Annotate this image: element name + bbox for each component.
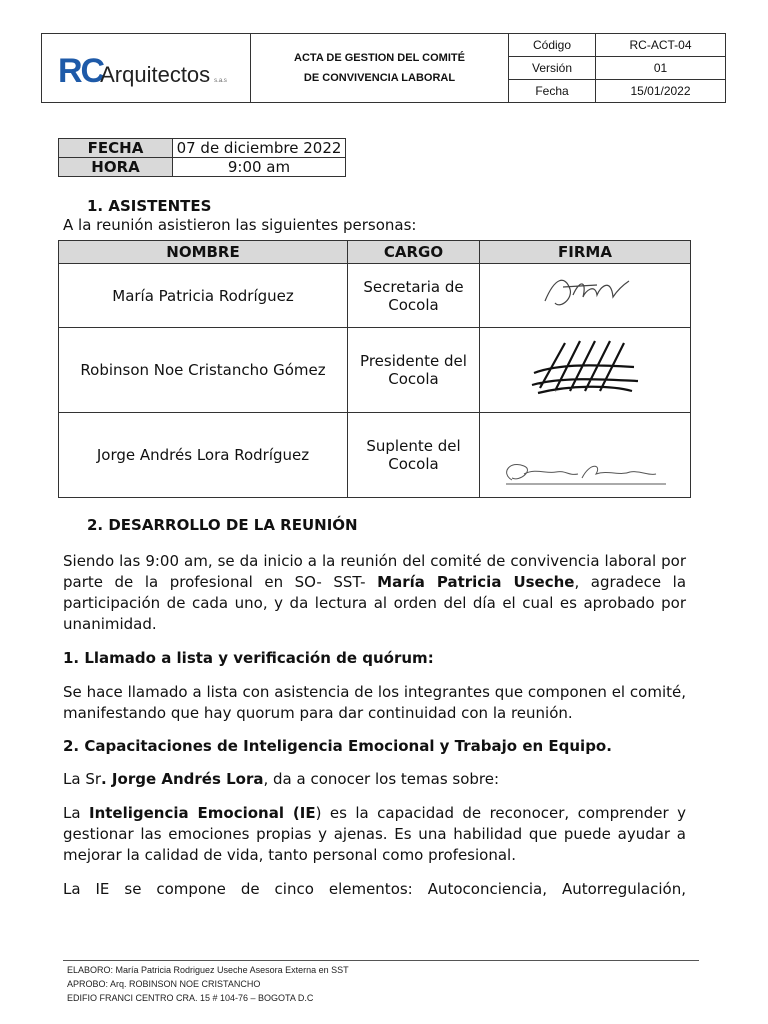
fecha-label: FECHA — [59, 139, 173, 158]
logo-wordmark: Arquitectos — [100, 62, 211, 87]
footer-aprobo: APROBO: Arq. ROBINSON NOE CRISTANCHO — [67, 979, 261, 989]
paragraph-ie-elements: La IE se compone de cinco elementos: Autoconciencia, Autorregulación, — [63, 880, 686, 898]
signature-image — [520, 333, 650, 403]
table-row — [59, 264, 691, 328]
section-asistentes-heading: 1. ASISTENTES — [87, 197, 212, 215]
paragraph-ie-definition: La Inteligencia Emocional (IE) es la capacidad de reconocer, comprender y gestionar las emociones propias y ajenas. Es una habilidad que puede ayudar a mejorar la calidad de vida, tanto personal como profesional. — [63, 804, 686, 864]
logo-cell — [42, 34, 251, 103]
logo-suffix: s.a.s — [214, 78, 227, 84]
attendee-name: Jorge Andrés Lora Rodríguez — [59, 413, 348, 498]
fecha-value: 07 de diciembre 2022 — [173, 139, 346, 158]
document-title — [251, 34, 509, 103]
hora-label: HORA — [59, 158, 173, 177]
signature-image — [525, 269, 645, 319]
meta-value-version: 01 — [596, 57, 726, 80]
title-line-1: ACTA DE GESTION DEL COMITÉ — [294, 52, 465, 64]
attendee-role: Presidente del Cocola — [348, 328, 480, 413]
document-header — [41, 33, 726, 103]
paragraph-opening: Siendo las 9:00 am, se da inicio a la reunión del comité de convivencia laboral por parte de la profesional en SO- SST- María Patricia Useche, agradece la participación de cada uno, y da lectura al orden del día el cual es aprobado por unanimidad. — [63, 552, 687, 633]
footer-address: EDIFIO FRANCI CENTRO CRA. 15 # 104-76 – BOGOTA D.C — [67, 993, 314, 1003]
item-1-heading: 1. Llamado a lista y verificación de quórum: — [63, 649, 434, 667]
footer-divider — [63, 960, 699, 961]
meta-value-fecha: 15/01/2022 — [596, 80, 726, 103]
asistentes-intro: A la reunión asistieron las siguientes personas: — [63, 216, 417, 234]
item-2-heading: 2. Capacitaciones de Inteligencia Emocional y Trabajo en Equipo. — [63, 737, 612, 755]
attendee-name: Robinson Noe Cristancho Gómez — [59, 328, 348, 413]
footer-elaboro: ELABORO: María Patricia Rodriguez Useche Asesora Externa en SST — [67, 965, 349, 975]
col-firma: FIRMA — [480, 241, 691, 264]
meta-value-codigo: RC-ACT-04 — [596, 34, 726, 57]
table-row — [59, 328, 691, 413]
meeting-datetime-table — [58, 138, 346, 177]
company-logo — [42, 48, 250, 88]
attendee-name: María Patricia Rodríguez — [59, 264, 348, 328]
meta-label-codigo: Código — [509, 34, 596, 57]
table-row — [59, 413, 691, 498]
hora-value: 9:00 am — [173, 158, 346, 177]
paragraph-quorum: Se hace llamado a lista con asistencia de los integrantes que componen el comité, manifestando que hay quorum para dar continuidad con la reunión. — [63, 683, 686, 722]
section-desarrollo-heading: 2. DESARROLLO DE LA REUNIÓN — [87, 516, 358, 534]
col-cargo: CARGO — [348, 241, 480, 264]
meta-label-version: Versión — [509, 57, 596, 80]
signature-1 — [480, 264, 691, 328]
paragraph-presenter: La Sr. Jorge Andrés Lora, da a conocer los temas sobre: — [63, 770, 500, 788]
signature-3 — [480, 413, 691, 498]
col-nombre: NOMBRE — [59, 241, 348, 264]
attendee-role: Secretaria de Cocola — [348, 264, 480, 328]
title-line-2: DE CONVIVENCIA LABORAL — [303, 72, 456, 84]
signature-2 — [480, 328, 691, 413]
attendee-role: Suplente del Cocola — [348, 413, 480, 498]
signature-image — [490, 418, 680, 488]
attendees-table — [58, 240, 691, 498]
logo-initials: RC — [58, 52, 104, 90]
meta-label-fecha: Fecha — [509, 80, 596, 103]
